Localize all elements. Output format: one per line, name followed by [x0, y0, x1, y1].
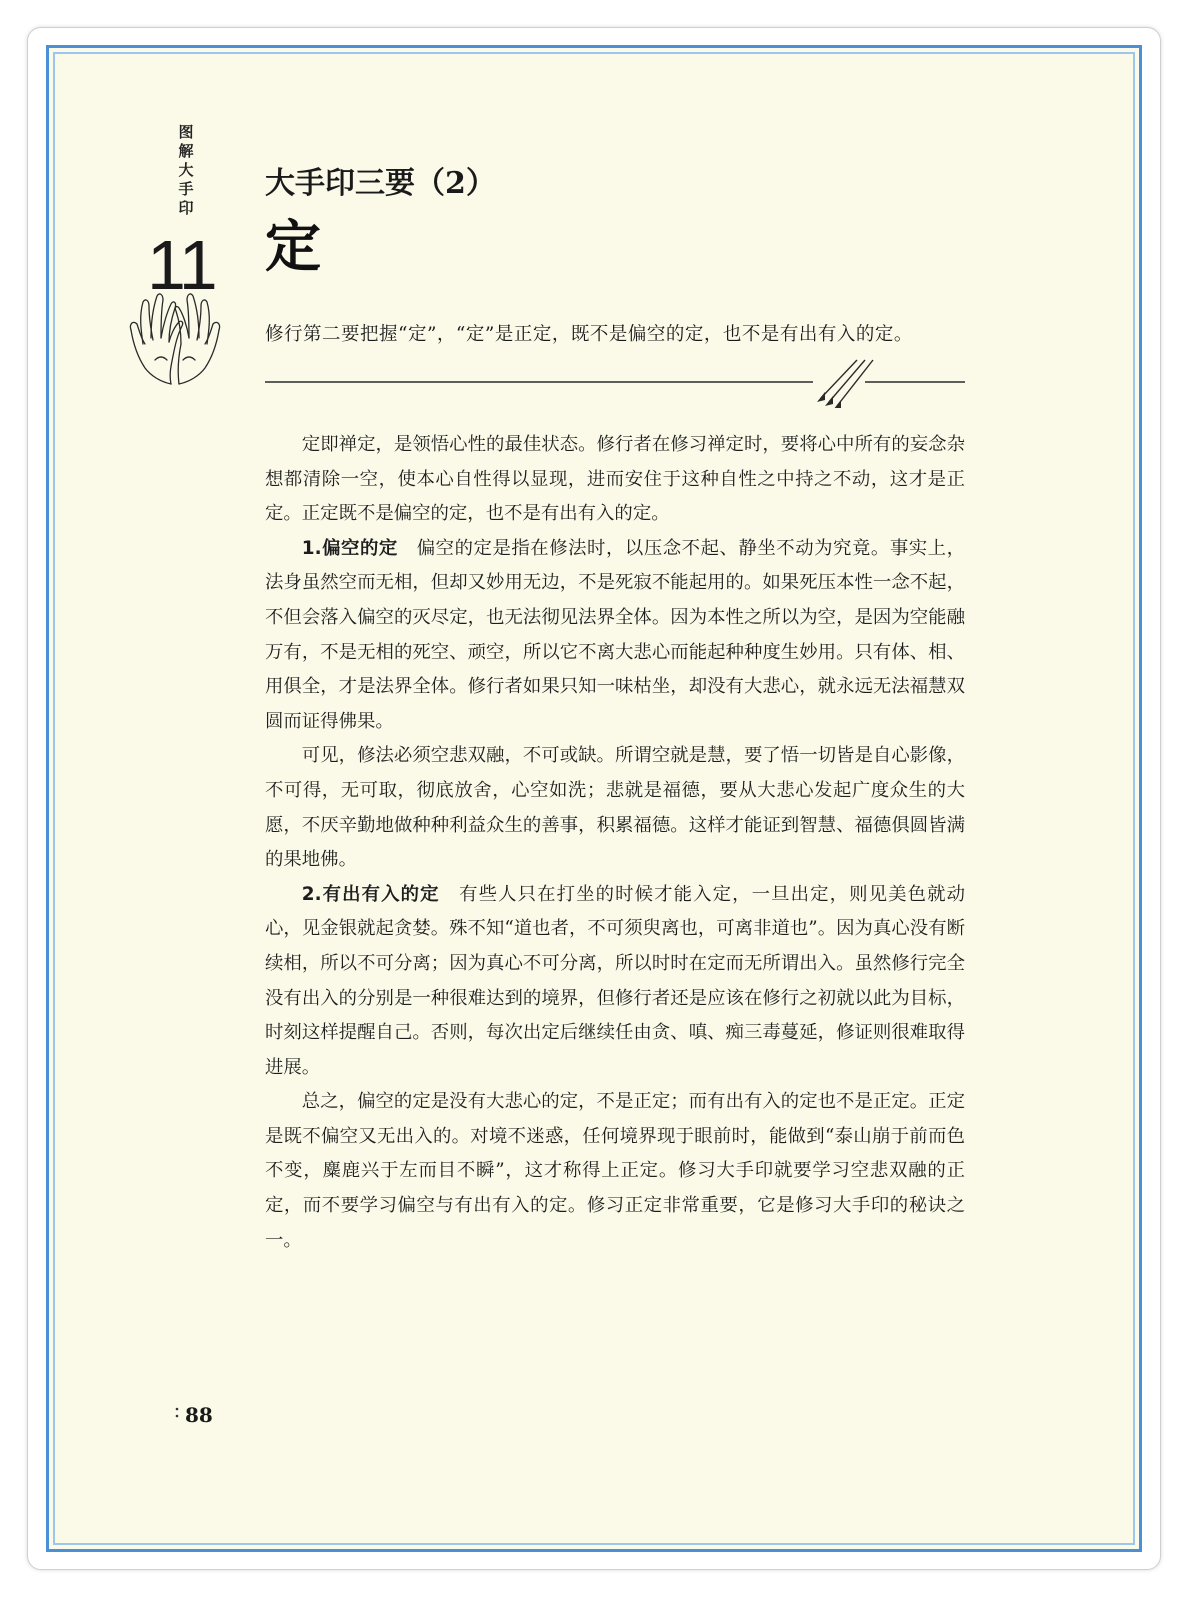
paragraph-4 — [265, 878, 965, 1086]
page-number: 88 — [185, 1403, 213, 1427]
paragraph-4-text: 有些人只在打坐的时候才能入定，一旦出定，则见美色就动心，见金银就起贪婪。殊不知“道也者，不可须臾离也，可离非道也”。因为真心没有断续相，所以不可分离；因为真心不可分离，所以时时在定而无所谓出入。虽然修行完全没有出入的分别是一种很难达到的境界，但修行者还是应该在修行之初就以此为目标，时刻这样提醒自己。否则，每次出定后继续任由贪、嗔、痴三毒蔓延，修证则很难取得进展。 — [265, 883, 965, 1078]
paragraph-5: 总之，偏空的定是没有大悲心的定，不是正定；而有出有入的定也不是正定。正定是既不偏空又无出入的。对境不迷惑，任何境界现于眼前时，能做到“泰山崩于前而色不变，麋鹿兴于左而目不瞬”，这才称得上正定。修习大手印就要学习空悲双融的正定，而不要学习偏空与有出有入的定。修习正定非常重要，它是修习大手印的秘诀之一。 — [265, 1091, 965, 1251]
section-heading-1: 1.偏空的定 — [301, 537, 398, 559]
book-title: 图解大手印 — [178, 123, 194, 217]
chapter-title: 定 — [265, 215, 321, 280]
paragraph-2-text: 偏空的定是指在修法时，以压念不起、静坐不动为究竟。事实上，法身虽然空而无相，但却又妙用无边，不是死寂不能起用的。如果死压本性一念不起，不但会落入偏空的灭尽定，也无法彻见法界全体。因为本性之所以为空，是因为空能融万有，不是无相的死空、顽空，所以它不离大悲心而能起种种度生妙用。只有体、相、用俱全，才是法界全体。修行者如果只知一味枯坐，却没有大悲心，就永远无法福慧双圆而证得佛果。 — [265, 537, 965, 732]
paragraph-2 — [265, 532, 965, 740]
book-page — [46, 45, 1142, 1552]
chapter-summary: 修行第二要把握“定”，“定”是正定，既不是偏空的定，也不是有出有入的定。 — [265, 324, 913, 345]
paragraph-3: 可见，修法必须空悲双融，不可或缺。所谓空就是慧，要了悟一切皆是自心影像，不可得，无可取，彻底放舍，心空如洗；悲就是福德，要从大悲心发起广度众生的大愿，不厌辛勤地做种种利益众生的善事，积累福德。这样才能证到智慧、福德俱圆皆满的果地佛。 — [265, 745, 965, 871]
mudra-hands-illustration — [121, 290, 225, 386]
paragraph-1: 定即禅定，是领悟心性的最佳状态。修行者在修习禅定时，要将心中所有的妄念杂想都清除一空，使本心自性得以显现，进而安住于这种自性之中持之不动，这才是正定。正定既不是偏空的定，也不是有出有入的定。 — [265, 434, 965, 525]
chapter-number: 11 — [147, 226, 216, 304]
chapter-subtitle: 大手印三要（2） — [265, 166, 496, 201]
page-number-marker — [175, 1406, 179, 1420]
section-divider-arrows — [265, 358, 965, 408]
section-heading-2: 2.有出有入的定 — [301, 883, 440, 905]
body-text — [265, 428, 965, 1258]
